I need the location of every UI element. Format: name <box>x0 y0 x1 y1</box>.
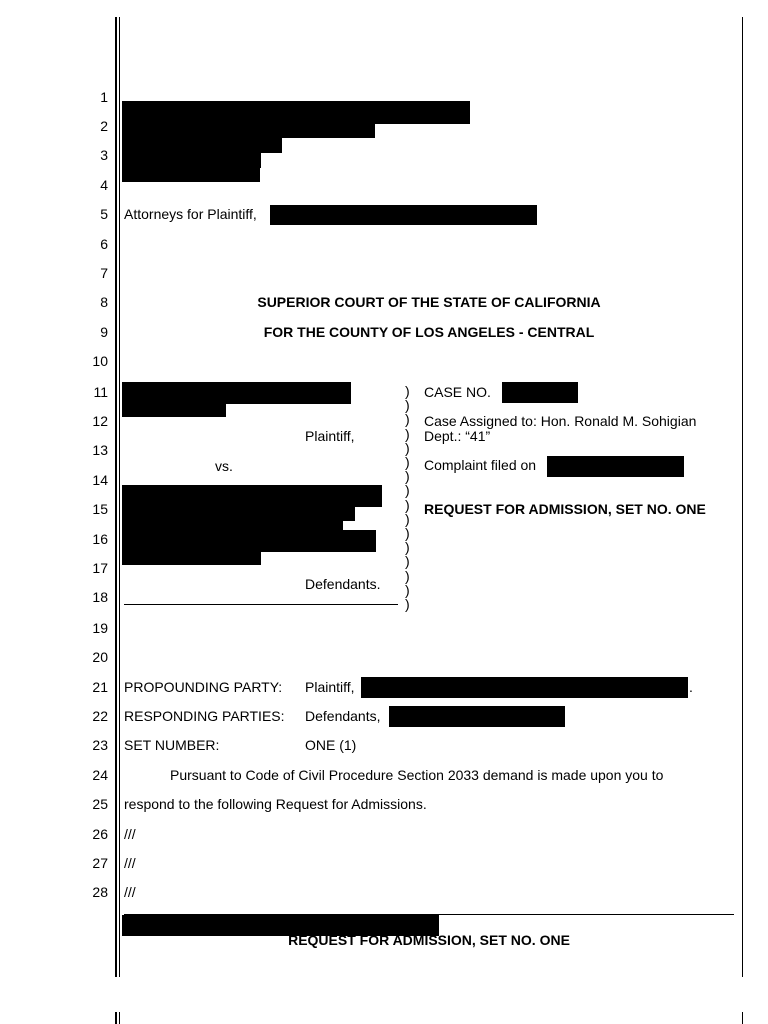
line-number: 11 <box>93 384 108 400</box>
caption-paren: ) <box>405 397 410 414</box>
line-number: 22 <box>92 708 108 724</box>
redaction-defendants-5 <box>122 551 261 565</box>
caption-underline <box>124 604 398 605</box>
line-number: 17 <box>92 560 108 576</box>
court-title-line2: FOR THE COUNTY OF LOS ANGELES - CENTRAL <box>263 324 595 340</box>
case-no-label: CASE NO. <box>424 384 491 400</box>
next-page-right-line <box>742 1012 743 1024</box>
redaction-attorney-name <box>122 101 470 124</box>
attorneys-for-plaintiff: Attorneys for Plaintiff, <box>124 206 257 222</box>
caption-paren: ) <box>405 539 410 556</box>
line-number: 7 <box>100 265 108 281</box>
caption-paren: ) <box>405 596 410 612</box>
document-title: REQUEST FOR ADMISSION, SET NO. ONE <box>424 501 706 517</box>
line-number: 21 <box>92 679 108 695</box>
redaction-defendants-4 <box>122 530 376 552</box>
line-number: 20 <box>92 649 108 665</box>
line-number: 9 <box>100 324 108 340</box>
line-number: 27 <box>92 855 108 871</box>
line-number: 6 <box>100 236 108 252</box>
line-number: 12 <box>92 413 108 429</box>
propounding-period: . <box>689 679 693 695</box>
propounding-party-value: Plaintiff, <box>305 679 355 695</box>
dept-label: Dept.: “41” <box>424 428 491 444</box>
line-number: 16 <box>92 531 108 547</box>
caption-paren: ) <box>405 525 410 541</box>
line-number: 24 <box>92 767 108 783</box>
defendants-label: Defendants. <box>305 576 381 592</box>
slashes-line26: /// <box>124 826 136 842</box>
case-assigned: Case Assigned to: Hon. Ronald M. Sohigian <box>424 413 697 429</box>
left-margin-line-outer <box>115 17 117 977</box>
line-number: 26 <box>92 826 108 842</box>
slashes-line27: /// <box>124 855 136 871</box>
responding-parties-value: Defendants, <box>305 708 381 724</box>
caption-paren: ) <box>405 482 410 499</box>
redaction-defendants-1 <box>122 485 382 507</box>
line-number: 25 <box>92 796 108 812</box>
line-number: 15 <box>92 501 108 517</box>
line-number: 14 <box>92 472 108 488</box>
line-number: 18 <box>92 589 108 605</box>
caption-paren: ) <box>405 553 410 570</box>
redaction-attorney-firm <box>122 123 375 138</box>
caption-paren: ) <box>405 411 410 428</box>
redaction-attorney-address <box>122 137 282 153</box>
caption-paren: ) <box>405 496 410 513</box>
caption-paren: ) <box>405 439 410 456</box>
line-number: 8 <box>100 294 108 310</box>
redaction-responding-parties <box>389 706 565 727</box>
caption-paren: ) <box>405 454 410 470</box>
redaction-plaintiff-name <box>270 205 537 225</box>
court-title-line1: SUPERIOR COURT OF THE STATE OF CALIFORNIA <box>257 294 601 310</box>
line-number: 28 <box>92 884 108 900</box>
line-number: 23 <box>92 737 108 753</box>
body-paragraph-line2: respond to the following Request for Admissions. <box>124 796 427 812</box>
redaction-complaint-date <box>547 456 684 477</box>
caption-paren: ) <box>405 567 410 584</box>
redaction-attorney-phone <box>122 167 260 182</box>
line-number: 1 <box>100 89 108 105</box>
line-number: 13 <box>92 442 108 458</box>
caption-paren: ) <box>405 383 410 399</box>
slashes-line28: /// <box>124 884 136 900</box>
line-number: 19 <box>92 620 108 636</box>
line-number: 2 <box>100 118 108 134</box>
body-paragraph-line1: Pursuant to Code of Civil Procedure Section 2033 demand is made upon you to <box>170 767 664 783</box>
caption-paren: ) <box>405 581 410 598</box>
set-number-value: ONE (1) <box>305 737 357 753</box>
vs-label: vs. <box>215 458 233 474</box>
redaction-attorney-city <box>122 152 261 168</box>
redaction-propounding-party <box>361 677 688 698</box>
caption-paren: ) <box>405 425 410 442</box>
line-number: 5 <box>100 206 108 222</box>
footer-title: REQUEST FOR ADMISSION, SET NO. ONE <box>288 932 570 948</box>
line-number: 3 <box>100 147 108 163</box>
redaction-case-number <box>502 382 578 403</box>
responding-parties-label: RESPONDING PARTIES: <box>124 708 285 724</box>
left-margin-line-inner <box>119 17 120 977</box>
caption-paren: ) <box>405 510 410 527</box>
propounding-party-label: PROPOUNDING PARTY: <box>124 679 283 695</box>
set-number-label: SET NUMBER: <box>124 737 220 753</box>
caption-paren: ) <box>405 468 410 485</box>
next-page-left-line-inner <box>119 1012 120 1024</box>
right-margin-line <box>742 17 743 977</box>
line-number: 10 <box>92 353 108 369</box>
redaction-plaintiff-caption-2 <box>122 403 226 417</box>
redaction-defendants-2 <box>122 506 355 521</box>
plaintiff-label: Plaintiff, <box>305 428 355 444</box>
next-page-left-line-outer <box>115 1012 117 1024</box>
redaction-plaintiff-caption <box>122 382 351 404</box>
line-number: 4 <box>100 177 108 193</box>
complaint-filed-label: Complaint filed on <box>424 457 537 473</box>
